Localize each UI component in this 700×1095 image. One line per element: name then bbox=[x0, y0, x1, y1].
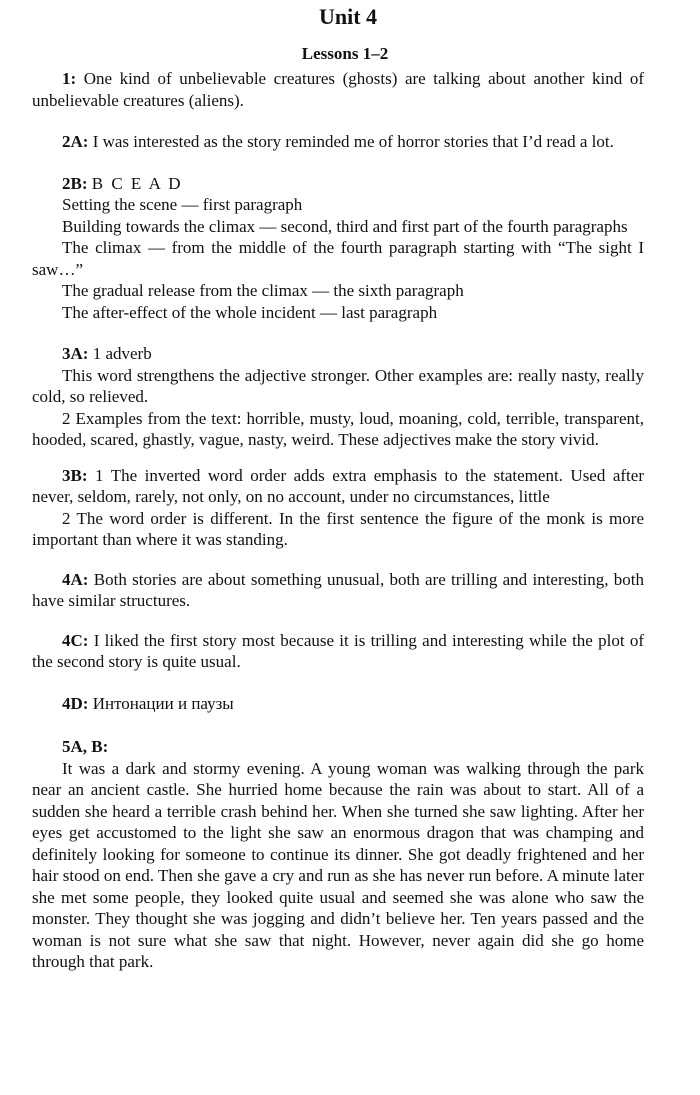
section-3b bbox=[32, 465, 644, 551]
section-2b-line: Building towards the climax — second, third and first part of the fourth paragraphs bbox=[62, 216, 628, 236]
section-2b bbox=[32, 173, 644, 324]
section-2a bbox=[32, 131, 644, 153]
section-3a-heading bbox=[32, 343, 644, 365]
section-3b-paragraph-2: 2 The word order is different. In the first sentence the figure of the monk is more important than where it was standing. bbox=[32, 508, 644, 549]
unit-title: Unit 4 bbox=[318, 4, 378, 29]
section-2b-heading bbox=[32, 173, 644, 195]
section-3a-first: 1 adverb bbox=[92, 344, 152, 363]
section-1 bbox=[32, 68, 644, 111]
section-1-text: One kind of unbelievable creatures (ghosts) are talking about another kind of unbelievable creatures (aliens). bbox=[32, 69, 644, 110]
section-3b-text: 1 The inverted word order adds extra emphasis to the statement. Used after never, seldom, rarely, not only, on no account, under no circumstances, little bbox=[32, 465, 644, 506]
section-2b-line: Setting the scene — first paragraph bbox=[62, 195, 303, 214]
section-5ab-heading bbox=[32, 736, 644, 758]
section-4c-paragraph bbox=[32, 630, 644, 673]
section-4d-text: Интонации и паузы bbox=[92, 693, 234, 713]
section-3a-paragraph-2: 2 Examples from the text: horrible, musty, loud, moaning, cold, terrible, transparent, hooded, scared, ghastly, vague, nasty, weird. These adjectives make the story vivid. bbox=[32, 408, 644, 449]
section-5ab-story: It was a dark and stormy evening. A young woman was walking through the park near an ancient castle. She hurried home because the rain was about to start. All of a sudden she heard a terrible crash behind her. When she turned she saw lighting. After her eyes get accustomed to the light she saw an enormous dragon that was champing and definitely looking for someone to continue its dinner. She got deadly frightened and her hair stood on end. Then she gave a cry and run as she has never run before. A minute later she met some people, they looked quite usual and seemed she was alone who saw the monster. They thought she was jogging and didn’t believe her. Ten years passed and the woman is not sure what she saw that night. However, never again did she go home through that park. bbox=[32, 758, 644, 971]
section-2a-text: I was interested as the story reminded me of horror stories that I’d read a lot. bbox=[92, 132, 614, 151]
section-4c-text: I liked the first story most because it is trilling and interesting while the plot of the second story is quite usual. bbox=[32, 630, 644, 671]
section-4a-text: Both stories are about something unusual, both are trilling and interesting, both have similar structures. bbox=[32, 569, 645, 610]
section-5ab bbox=[32, 736, 644, 973]
section-1-label: 1: bbox=[62, 69, 77, 88]
section-2b-label: 2B: bbox=[62, 173, 88, 193]
section-4a-paragraph bbox=[32, 569, 644, 612]
section-3a-paragraph-1: This word strengthens the adjective stronger. Other examples are: really nasty, really cold, so relieved. bbox=[32, 365, 644, 406]
lessons-title: Lessons 1–2 bbox=[301, 44, 389, 63]
section-3a bbox=[32, 343, 644, 451]
section-4c-label: 4C: bbox=[62, 630, 89, 650]
section-3a-label: 3A: bbox=[62, 344, 89, 363]
section-2b-order: B C E A D bbox=[91, 173, 183, 193]
section-2a-paragraph bbox=[32, 131, 644, 153]
section-2b-line: The after-effect of the whole incident — last paragraph bbox=[62, 302, 438, 322]
section-4d-paragraph bbox=[32, 693, 644, 715]
section-3b-label: 3B: bbox=[62, 465, 88, 485]
section-1-paragraph bbox=[32, 68, 644, 111]
section-2a-label: 2A: bbox=[62, 132, 89, 151]
section-4d bbox=[32, 693, 644, 715]
section-4c bbox=[32, 630, 644, 673]
section-2b-line: The gradual release from the climax — the sixth paragraph bbox=[62, 281, 464, 300]
section-3b-paragraph-1 bbox=[32, 465, 644, 508]
section-4a bbox=[32, 569, 644, 612]
section-4a-label: 4A: bbox=[62, 569, 89, 589]
section-4d-label: 4D: bbox=[62, 693, 89, 713]
document-page bbox=[32, 0, 644, 973]
section-2b-line: The climax — from the middle of the fourth paragraph starting with “The sight I saw…” bbox=[32, 238, 644, 279]
section-5ab-label: 5A, B: bbox=[62, 737, 109, 756]
